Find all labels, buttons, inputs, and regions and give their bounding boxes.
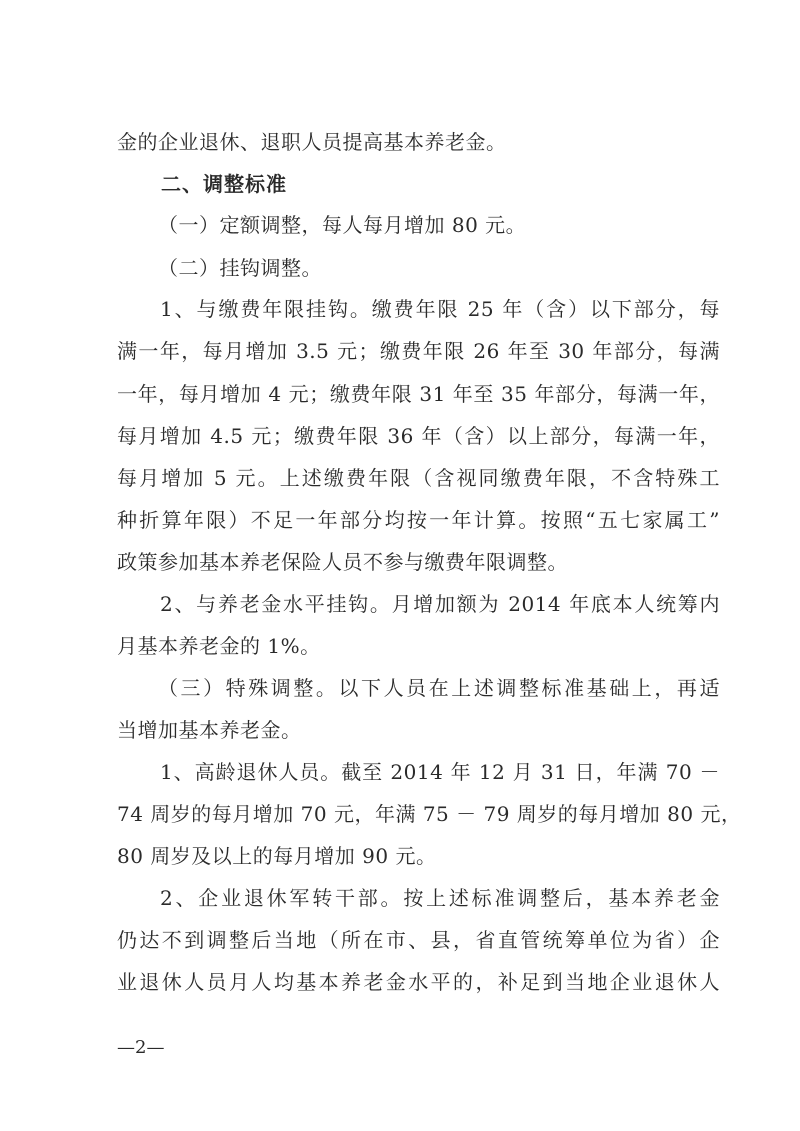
text-line: （三）特殊调整。以下人员在上述调整标准基础上，再适	[158, 676, 720, 700]
text-line: 一年，每月增加 4 元；缴费年限 31 年至 35 年部分，每满一年，	[117, 382, 720, 406]
page-number: —2—	[117, 1037, 165, 1058]
text-line: 业退休人员月人均基本养老金水平的，补足到当地企业退休人	[117, 970, 720, 994]
text-line: 80 周岁及以上的每月增加 90 元。	[117, 844, 437, 868]
text-line: 政策参加基本养老保险人员不参与缴费年限调整。	[117, 550, 568, 574]
text-line: 每月增加 4.5 元；缴费年限 36 年（含）以上部分，每满一年，	[117, 424, 720, 448]
text-line: 金的企业退休、退职人员提高基本养老金。	[117, 130, 507, 154]
text-line: 月基本养老金的 1%。	[117, 634, 321, 658]
section-heading: 二、调整标准	[161, 172, 287, 196]
text-line: 种折算年限）不足一年部分均按一年计算。按照“五七家属工”	[117, 508, 720, 532]
text-line: 每月增加 5 元。上述缴费年限（含视同缴费年限，不含特殊工	[117, 466, 720, 490]
text-line: 1、与缴费年限挂钩。缴费年限 25 年（含）以下部分，每	[160, 297, 720, 321]
text-line: 1、高龄退休人员。截至 2014 年 12 月 31 日，年满 70 －	[160, 760, 720, 784]
text-line: （二）挂钩调整。	[158, 256, 322, 280]
text-line: 2、企业退休军转干部。按上述标准调整后，基本养老金	[160, 886, 720, 910]
text-line: 74 周岁的每月增加 70 元，年满 75 － 79 周岁的每月增加 80 元，	[117, 802, 742, 826]
text-line: 当增加基本养老金。	[117, 718, 302, 742]
text-line: （一）定额调整，每人每月增加 80 元。	[158, 213, 527, 237]
text-line: 仍达不到调整后当地（所在市、县，省直管统筹单位为省）企	[117, 928, 720, 952]
text-line: 满一年，每月增加 3.5 元；缴费年限 26 年至 30 年部分，每满	[117, 339, 720, 363]
text-line: 2、与养老金水平挂钩。月增加额为 2014 年底本人统筹内	[160, 592, 720, 616]
